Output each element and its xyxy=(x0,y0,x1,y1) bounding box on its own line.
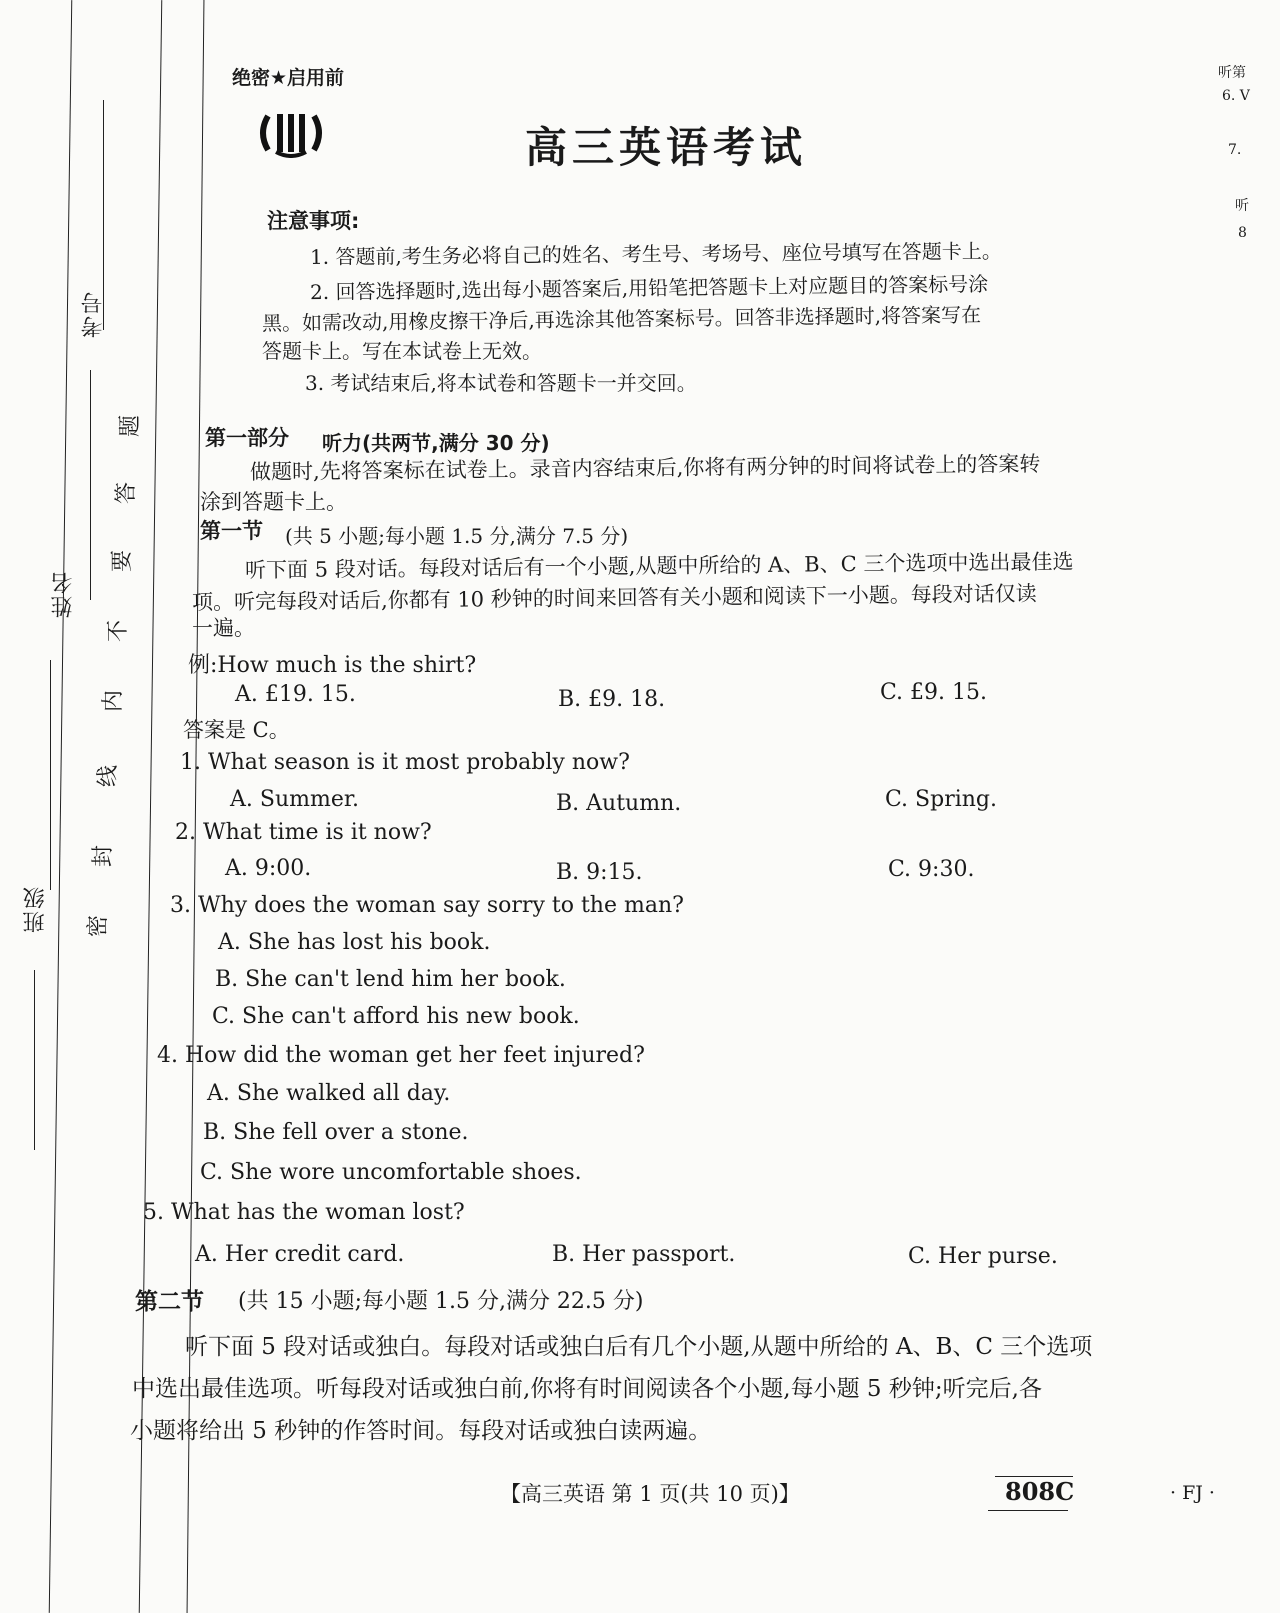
confidential-label: 绝密★启用前 xyxy=(232,67,345,89)
example-question: 例:How much is the shirt? xyxy=(188,653,477,678)
question-1-option-c: C. Spring. xyxy=(885,787,997,812)
notice-heading: 注意事项: xyxy=(267,209,360,233)
example-option-a: A. £19. 15. xyxy=(235,682,356,707)
right-edge-text-2: 6. V xyxy=(1222,88,1250,104)
class-field-line-2[interactable] xyxy=(34,970,35,1150)
question-4-option-b: B. She fell over a stone. xyxy=(203,1120,469,1145)
seal-char-5: 内 xyxy=(101,689,127,713)
seal-char-6: 线 xyxy=(96,764,122,788)
question-4: 4. How did the woman get her feet injured? xyxy=(157,1043,645,1068)
right-edge-text-1: 听第 xyxy=(1218,65,1246,81)
margin-line-1 xyxy=(49,0,73,1613)
footer-suffix: · FJ · xyxy=(1170,1482,1215,1504)
example-option-c: C. £9. 15. xyxy=(880,680,988,705)
section2-info: (共 15 小题;每小题 1.5 分,满分 22.5 分) xyxy=(238,1289,644,1314)
section2-desc-line1: 听下面 5 段对话或独白。每段对话或独白后有几个小题,从题中所给的 A、B、C 三个选项 xyxy=(185,1334,1093,1360)
section2-heading: 第二节 xyxy=(135,1289,204,1315)
question-2: 2. What time is it now? xyxy=(175,820,432,845)
part1-intro-line2: 涂到答题卡上。 xyxy=(200,490,347,514)
footer-code-underline xyxy=(988,1510,1068,1511)
part1-intro-line1: 做题时,先将答案标在试卷上。录音内容结束后,你将有两分钟的时间将试卷上的答案转 xyxy=(249,451,1041,485)
right-edge-text-3: 7. xyxy=(1228,142,1242,158)
section2-desc-line2: 中选出最佳选项。听每段对话或独白前,你将有时间阅读各个小题,每小题 5 秒钟;听完后,各 xyxy=(132,1376,1042,1402)
notice-item-2-end: 答题卡上。写在本试卷上无效。 xyxy=(262,339,542,363)
notice-item-1: 1. 答题前,考生务必将自己的姓名、考生号、考场号、座位号填写在答题卡上。 xyxy=(309,238,1002,270)
footer-code: 808C xyxy=(1005,1477,1075,1506)
footer-page-info: 【高三英语 第 1 页(共 10 页)】 xyxy=(500,1482,800,1506)
question-1: 1. What season is it most probably now? xyxy=(180,750,630,775)
page-title: 高三英语考试 xyxy=(525,123,808,172)
question-2-option-c: C. 9:30. xyxy=(888,857,975,882)
seal-char-2: 答 xyxy=(114,481,140,505)
seal-char-7: 封 xyxy=(91,844,117,868)
question-4-option-a: A. She walked all day. xyxy=(207,1081,451,1106)
part1-subheading: 听力(共两节,满分 30 分) xyxy=(322,431,550,455)
example-answer: 答案是 C。 xyxy=(183,718,290,742)
question-5-option-a: A. Her credit card. xyxy=(195,1242,405,1267)
section1-desc-line1: 听下面 5 段对话。每段对话后有一个小题,从题中所给的 A、B、C 三个选项中选出最佳选 xyxy=(244,549,1074,583)
question-1-option-b: B. Autumn. xyxy=(556,791,682,816)
question-5: 5. What has the woman lost? xyxy=(143,1200,465,1225)
question-2-option-a: A. 9:00. xyxy=(225,856,312,881)
question-3-option-b: B. She can't lend him her book. xyxy=(215,967,566,992)
example-option-b: B. £9. 18. xyxy=(558,687,666,712)
section2-desc-line3: 小题将给出 5 秒钟的作答时间。每段对话或独白读两遍。 xyxy=(130,1418,712,1444)
name-label: 姓名 xyxy=(51,570,76,618)
seal-char-8: 密 xyxy=(86,914,112,938)
question-2-option-b: B. 9:15. xyxy=(556,860,643,885)
part1-heading: 第一部分 xyxy=(205,426,289,450)
section1-desc-line2: 项。听完每段对话后,你都有 10 秒钟的时间来回答有关小题和阅读下一小题。每段对话仅读 xyxy=(191,581,1037,615)
question-5-option-b: B. Her passport. xyxy=(552,1242,736,1267)
section1-desc-line3: 一遍。 xyxy=(192,616,255,640)
right-edge-text-5: 8 xyxy=(1238,225,1247,241)
name-field-line[interactable] xyxy=(90,370,91,600)
question-3-option-a: A. She has lost his book. xyxy=(218,930,491,955)
seal-char-1: 题 xyxy=(118,414,144,438)
section1-info: (共 5 小题;每小题 1.5 分,满分 7.5 分) xyxy=(285,524,629,548)
class-field-line[interactable] xyxy=(50,660,51,890)
class-label: 班级 xyxy=(23,885,48,933)
seal-char-3: 要 xyxy=(110,549,136,573)
section1-heading: 第一节 xyxy=(200,519,263,543)
notice-item-2-cont: 黑。如需改动,用橡皮擦干净后,再选涂其他答案标号。回答非选择题时,将答案写在 xyxy=(261,302,982,336)
right-edge-text-4: 听 xyxy=(1235,198,1249,214)
question-4-option-c: C. She wore uncomfortable shoes. xyxy=(200,1160,582,1185)
notice-item-2: 2. 回答选择题时,选出每小题答案后,用铅笔把答题卡上对应题目的答案标号涂 xyxy=(309,271,989,305)
exam-no-label: 考号 xyxy=(81,290,106,338)
question-3-option-c: C. She can't afford his new book. xyxy=(212,1004,580,1029)
question-5-option-c: C. Her purse. xyxy=(908,1244,1058,1269)
question-1-option-a: A. Summer. xyxy=(230,787,359,812)
publisher-logo-icon xyxy=(258,108,324,158)
seal-char-4: 不 xyxy=(106,619,132,643)
notice-item-3: 3. 考试结束后,将本试卷和答题卡一并交回。 xyxy=(305,371,697,395)
question-3: 3. Why does the woman say sorry to the man? xyxy=(170,893,684,918)
